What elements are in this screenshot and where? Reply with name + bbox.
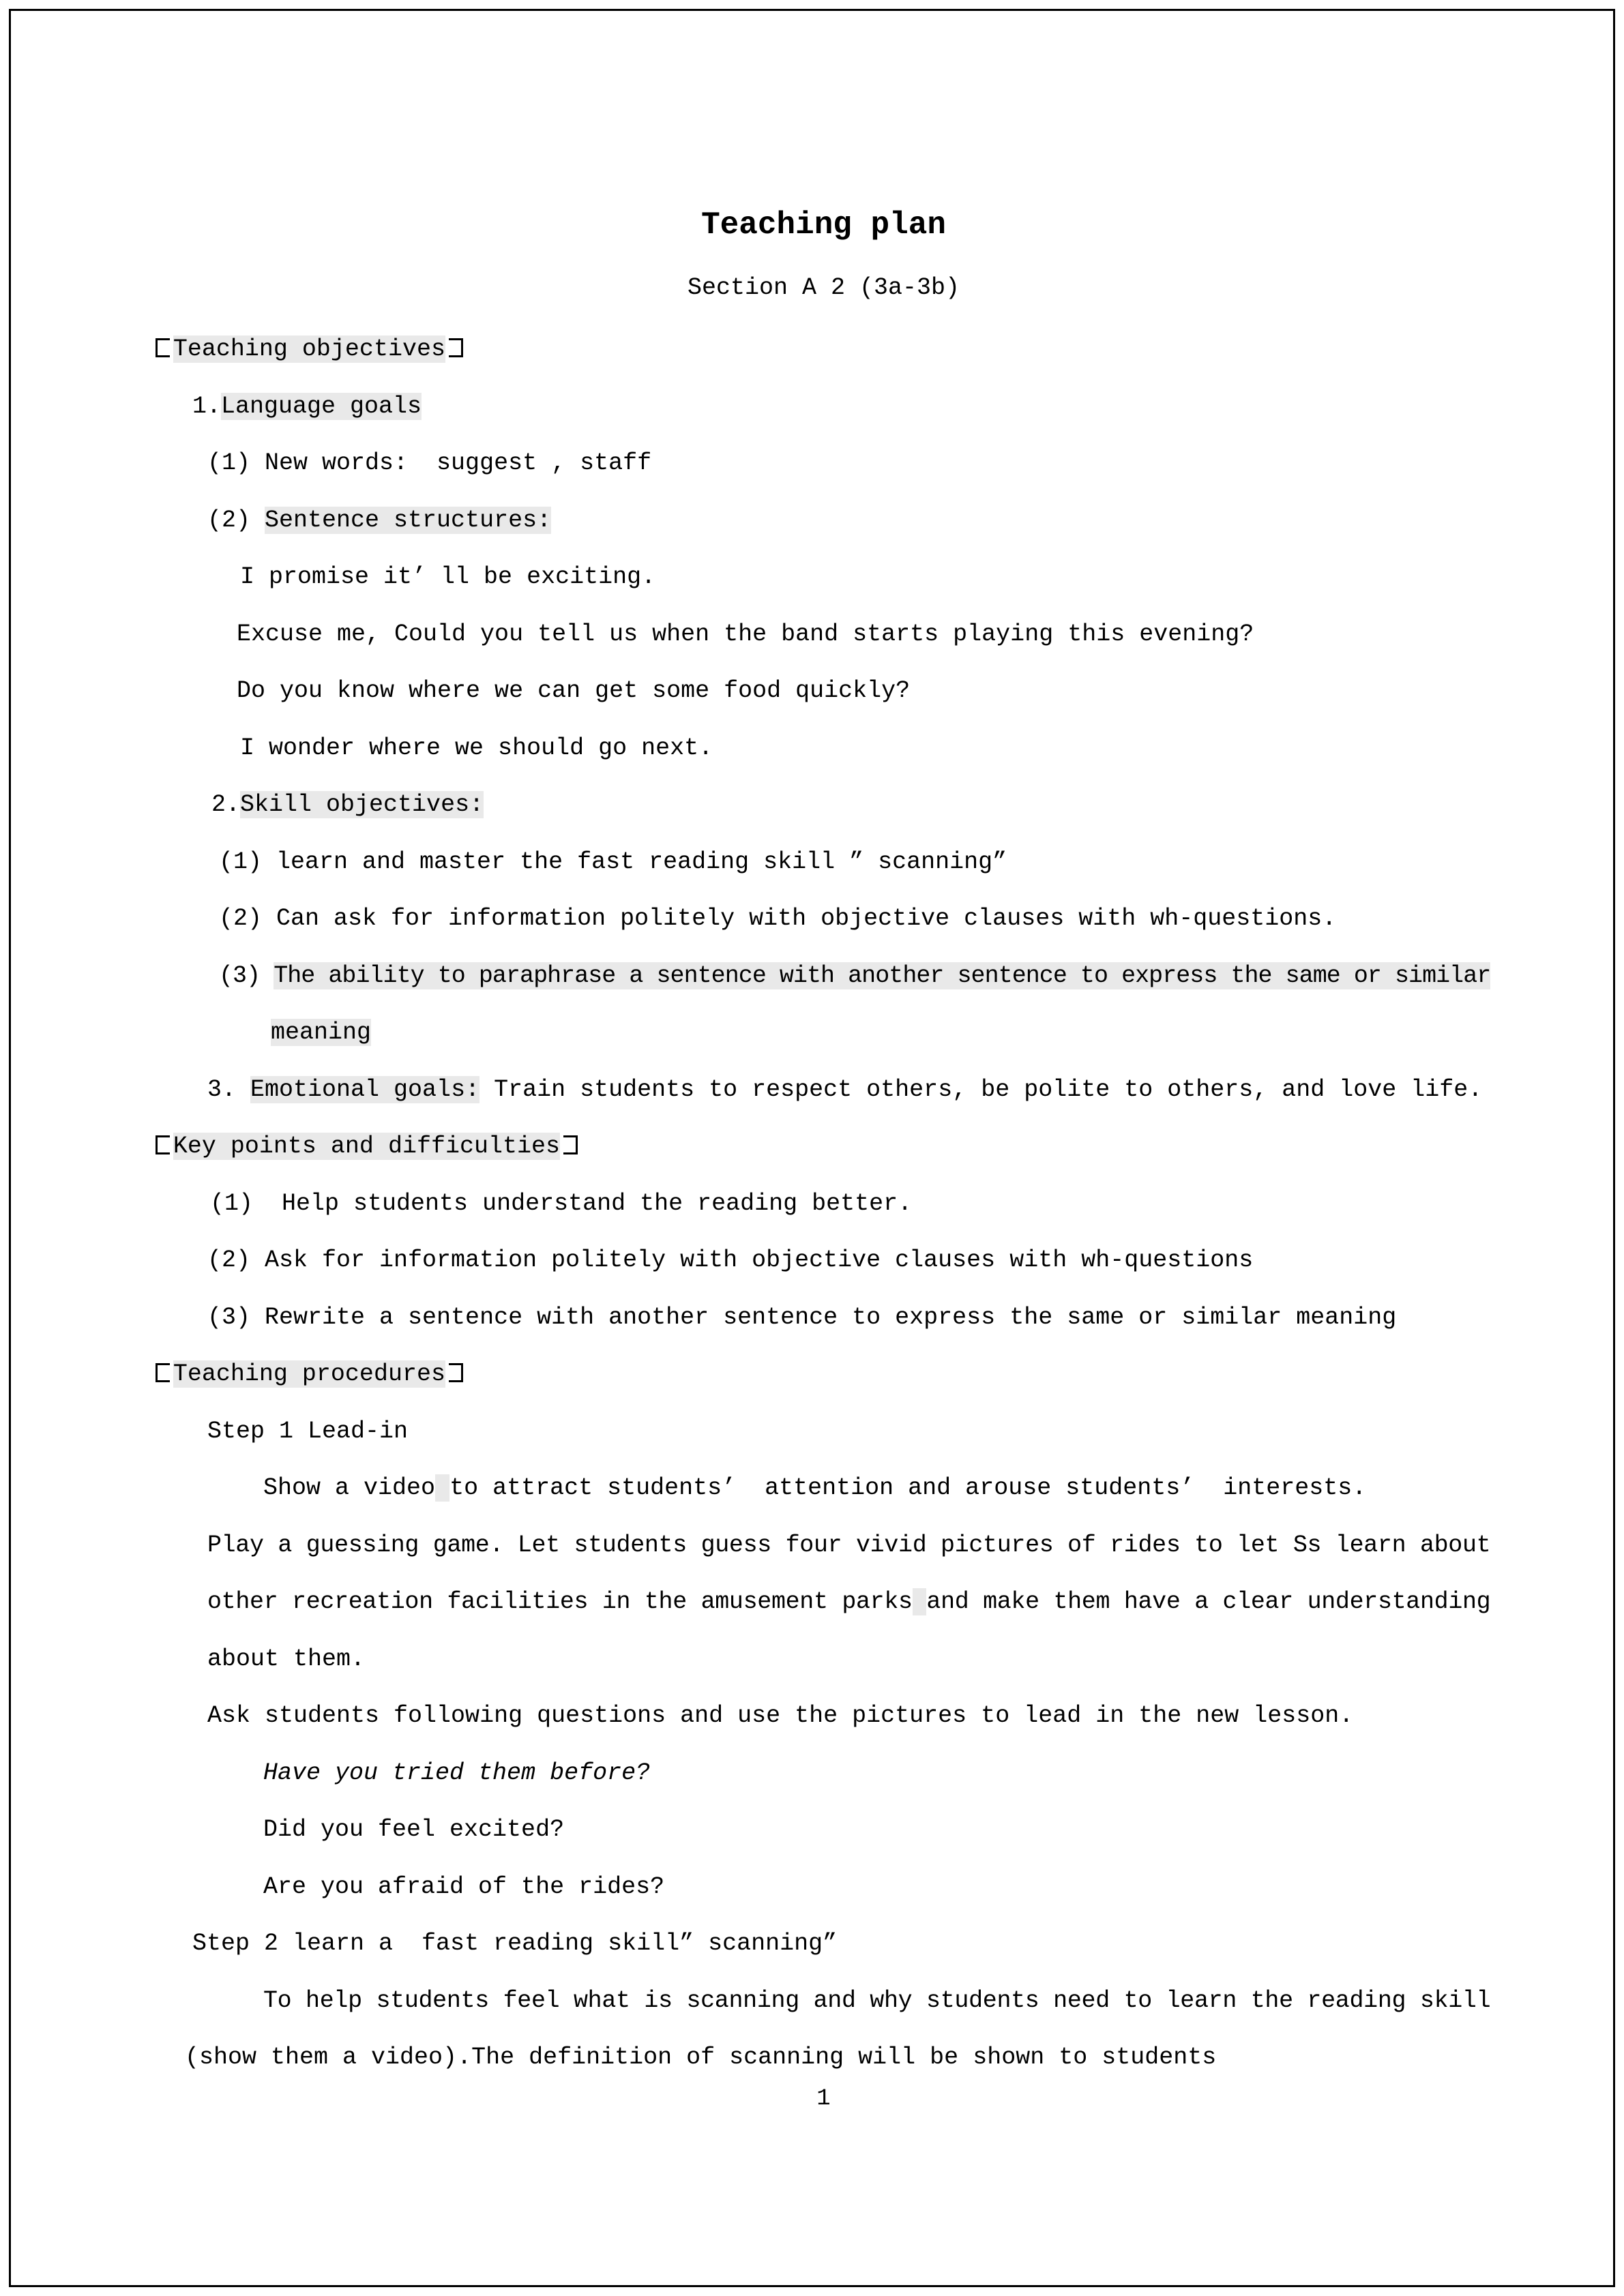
text-segment: 3. — [207, 1075, 251, 1103]
text-line — [263, 1460, 1492, 1517]
text-segment: (3) — [219, 961, 274, 989]
text-segment: Step 2 learn a fast reading skill” scanning” — [192, 1930, 838, 1957]
text-segment: to attract students’ attention and arouse students’ interests. — [449, 1474, 1367, 1502]
text-line — [211, 777, 1492, 834]
text-segment: 1. — [192, 392, 222, 420]
text-line — [156, 321, 1492, 378]
text-line — [207, 1232, 1492, 1289]
text-line — [240, 549, 1492, 606]
text-line — [207, 1062, 1492, 1119]
text-line — [237, 663, 1492, 720]
text-segment: (1) Help students understand the reading better. — [210, 1189, 913, 1217]
text-segment: The ability to paraphrase a sentence with another sentence to express the same or similar — [274, 961, 1491, 989]
page-number: 1 — [816, 2085, 831, 2112]
text-segment: Key points and difficulties — [173, 1133, 560, 1160]
text-line — [219, 834, 1492, 891]
text-segment: Teaching objectives — [173, 336, 445, 363]
document-subtitle: Section A 2 (3a-3b) — [687, 274, 960, 301]
right-lenticular-bracket — [563, 1135, 578, 1154]
document-body — [156, 321, 1492, 2087]
text-line — [207, 1574, 1492, 1631]
left-lenticular-bracket — [156, 1135, 170, 1154]
text-line — [240, 720, 1492, 777]
text-segment: Skill objectives: — [240, 791, 484, 818]
text-line — [207, 1517, 1492, 1575]
text-segment: and make them have a clear understanding — [926, 1588, 1491, 1615]
text-line — [156, 1346, 1492, 1403]
text-line — [263, 1859, 1492, 1916]
text-segment — [435, 1474, 449, 1502]
text-line — [219, 948, 1492, 1005]
text-segment: Have you tried them before? — [263, 1759, 651, 1787]
text-segment: (2) Can ask for information politely with objective clauses with wh-questions. — [219, 905, 1337, 932]
text-segment: Show a video — [263, 1474, 436, 1502]
right-lenticular-bracket — [449, 338, 463, 357]
text-segment: (show them a video).The definition of scanning will be shown to students — [185, 2044, 1217, 2071]
text-segment: Are you afraid of the rides? — [263, 1873, 665, 1900]
text-segment: 2. — [211, 791, 241, 818]
text-segment: Language goals — [221, 392, 422, 420]
document-title: Teaching plan — [701, 207, 946, 243]
text-line — [156, 1118, 1492, 1176]
text-segment: meaning — [271, 1019, 372, 1046]
text-line — [210, 1176, 1492, 1233]
text-line — [237, 606, 1492, 664]
text-segment: I promise it’ ll be exciting. — [240, 563, 656, 591]
right-lenticular-bracket — [449, 1363, 463, 1382]
text-segment: Train students to respect others, be polite to others, and love life. — [479, 1075, 1483, 1103]
text-segment: I wonder where we should go next. — [240, 734, 713, 762]
text-segment: Play a guessing game. Let students guess four vivid pictures of rides to let Ss learn about — [207, 1531, 1491, 1559]
left-lenticular-bracket — [156, 338, 170, 357]
text-line — [207, 1403, 1492, 1461]
text-segment — [913, 1588, 927, 1615]
text-segment: Did you feel excited? — [263, 1816, 565, 1843]
text-segment: To help students feel what is scanning and why students need to learn the reading skill — [263, 1986, 1491, 2014]
document-content — [156, 0, 1492, 2119]
text-line — [207, 492, 1492, 550]
text-segment: (1) New words: suggest , staff — [207, 449, 652, 477]
text-segment: (3) Rewrite a sentence with another sentence to express the same or similar meaning — [207, 1303, 1397, 1331]
text-line — [263, 1973, 1492, 2030]
text-segment: (1) learn and master the fast reading skill ” scanning” — [219, 848, 1007, 876]
text-segment: Emotional goals: — [250, 1075, 480, 1103]
text-line — [207, 1289, 1492, 1347]
text-segment: Step 1 Lead-in — [207, 1417, 409, 1445]
left-lenticular-bracket — [156, 1363, 170, 1382]
text-segment: about them. — [207, 1645, 366, 1673]
text-line — [207, 435, 1492, 492]
text-line — [207, 1688, 1492, 1745]
text-segment: Do you know where we can get some food quickly? — [237, 677, 911, 704]
text-segment: (2) — [207, 506, 265, 534]
text-segment: Sentence structures: — [265, 506, 552, 534]
text-line — [263, 1745, 1492, 1802]
text-segment: (2) Ask for information politely with objective clauses with wh-questions — [207, 1247, 1254, 1274]
text-line — [192, 1915, 1492, 1973]
text-line — [192, 378, 1492, 436]
text-line — [207, 1631, 1492, 1688]
text-segment: Ask students following questions and use the pictures to lead in the new lesson. — [207, 1702, 1354, 1729]
text-segment: other recreation facilities in the amusement parks — [207, 1588, 913, 1615]
text-line — [271, 1004, 1492, 1062]
text-segment: Excuse me, Could you tell us when the band starts playing this evening? — [237, 620, 1254, 648]
text-line — [263, 1802, 1492, 1859]
text-segment: Teaching procedures — [173, 1360, 445, 1388]
text-line — [219, 891, 1492, 948]
